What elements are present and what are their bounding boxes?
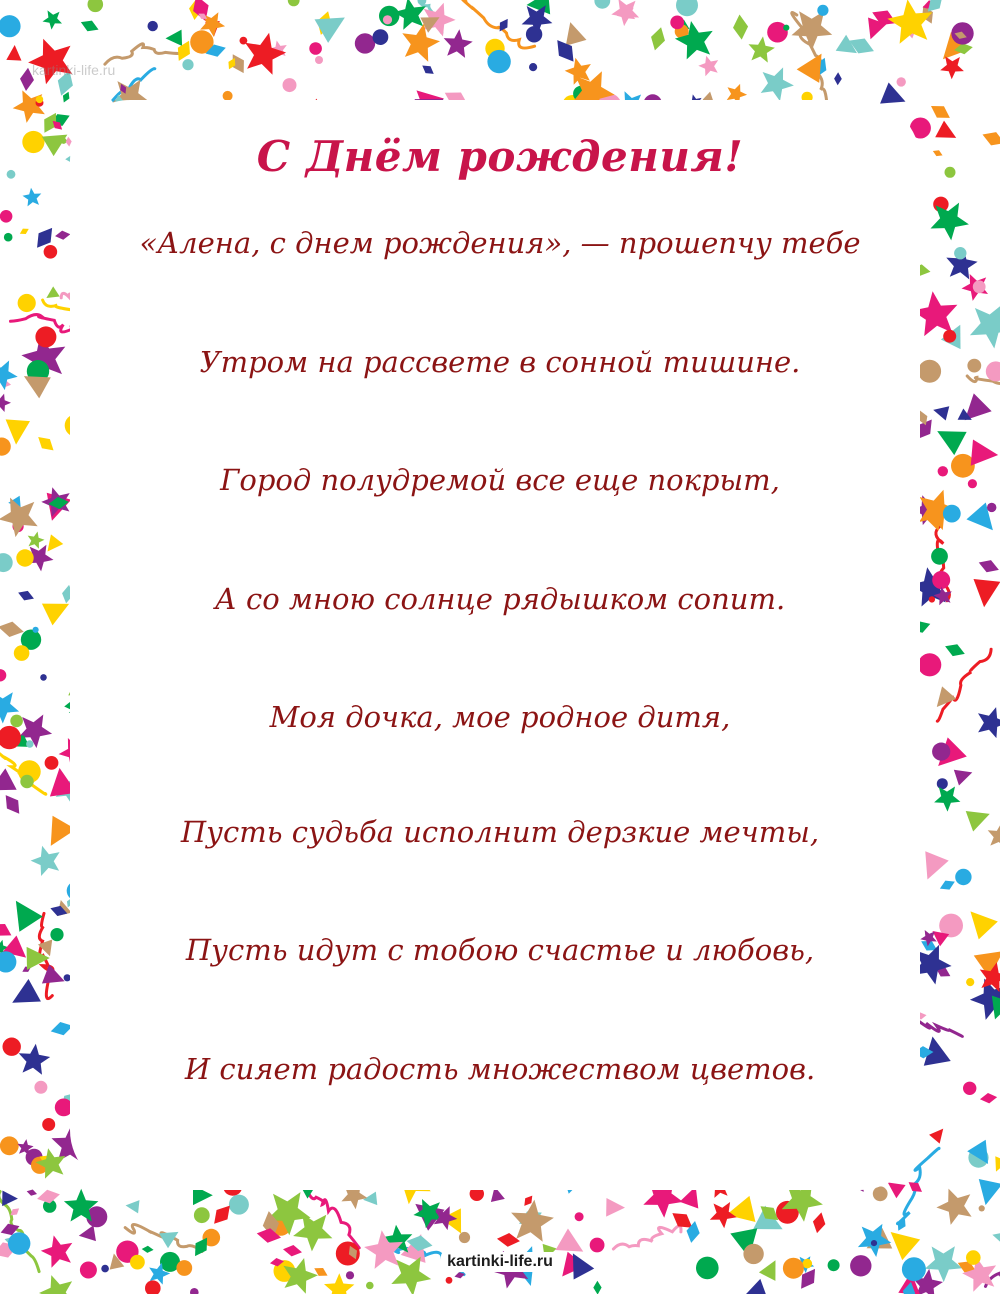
circle-confetti [0, 669, 6, 681]
circle-confetti [346, 1271, 354, 1279]
circle-confetti [871, 1240, 877, 1246]
circle-confetti [182, 59, 193, 70]
diamond-confetti [36, 1188, 61, 1206]
streamer [105, 44, 184, 64]
poem-line: Пусть идут с тобою счастье и любовь, [185, 933, 815, 967]
triangle-confetti [165, 30, 182, 47]
circle-confetti [973, 280, 986, 293]
triangle-confetti [954, 765, 975, 786]
circle-confetti [148, 21, 158, 31]
triangle-confetti [990, 1156, 1000, 1174]
diamond-confetti [811, 1211, 828, 1234]
circle-confetti [88, 0, 104, 12]
poem-line: Город полудремой все еще покрыт, [220, 463, 780, 497]
triangle-confetti [6, 979, 41, 1014]
poem-line: И сияет радость множеством цветов. [184, 1052, 816, 1086]
star-confetti [710, 1202, 737, 1228]
star-confetti [402, 24, 440, 62]
circle-confetti [817, 5, 828, 16]
star-confetti [934, 787, 960, 812]
circle-confetti [283, 78, 297, 92]
diamond-confetti [26, 1188, 38, 1197]
diamond-confetti [943, 640, 967, 659]
circle-confetti [14, 645, 30, 661]
circle-confetti [943, 505, 961, 523]
circle-confetti [575, 1212, 584, 1221]
triangle-confetti [78, 1225, 96, 1243]
triangle-confetti [560, 19, 587, 46]
star-confetti [611, 0, 639, 26]
circle-confetti [194, 1207, 210, 1223]
circle-confetti [18, 294, 36, 312]
star-confetti [444, 29, 473, 58]
triangle-confetti [43, 286, 60, 303]
diamond-confetti [496, 1232, 520, 1248]
triangle-confetti [931, 403, 949, 421]
triangle-confetti [956, 393, 992, 429]
circle-confetti [26, 740, 33, 747]
circle-confetti [918, 653, 941, 676]
circle-confetti [987, 503, 996, 512]
star-confetti [31, 846, 60, 876]
circle-confetti [897, 77, 906, 86]
circle-confetti [366, 1282, 374, 1290]
circle-confetti [931, 548, 948, 565]
star-confetti [39, 1275, 73, 1294]
triangle-confetti [362, 1192, 377, 1207]
triangle-confetti [916, 851, 949, 884]
circle-confetti [459, 1232, 470, 1243]
circle-confetti [0, 15, 21, 37]
circle-confetti [446, 1277, 453, 1284]
circle-confetti [190, 1288, 199, 1294]
footer-site-label: kartinki-life.ru [441, 1252, 559, 1272]
circle-confetti [0, 553, 13, 572]
watermark-top: kartinki-life.ru [32, 62, 116, 78]
star-confetti [749, 36, 775, 62]
circle-confetti [676, 0, 698, 16]
poem-line: Утром на рассвете в сонной тишине. [199, 345, 801, 379]
circle-confetti [873, 1186, 888, 1201]
triangle-confetti [6, 45, 22, 61]
poem-line: Пусть судьба исполнит дерзкие мечты, [180, 815, 820, 849]
circle-confetti [767, 22, 788, 43]
diamond-confetti [732, 14, 749, 40]
star-confetti [511, 1200, 554, 1242]
triangle-confetti [740, 1279, 767, 1294]
circle-confetti [979, 1205, 985, 1211]
triangle-confetti [929, 1124, 948, 1143]
diamond-confetti [979, 1092, 997, 1104]
circle-confetti [42, 1118, 55, 1131]
star-confetti [940, 56, 964, 79]
circle-confetti [45, 756, 59, 770]
star-confetti [0, 394, 11, 412]
circle-confetti [16, 549, 33, 566]
triangle-confetti [990, 1227, 1000, 1246]
footer-watermark [0, 1251, 1000, 1272]
triangle-confetti [315, 6, 352, 43]
circle-confetti [526, 26, 542, 42]
circle-confetti [670, 16, 684, 30]
triangle-confetti [0, 768, 17, 801]
star-confetti [28, 532, 45, 549]
circle-confetti [145, 1280, 161, 1294]
diamond-confetti [648, 25, 668, 52]
circle-confetti [40, 674, 47, 681]
circle-confetti [937, 778, 948, 789]
poem-line: А со мною солнце рядышком сопит. [214, 582, 786, 616]
triangle-confetti [2, 1190, 18, 1206]
diamond-confetti [79, 17, 101, 35]
triangle-confetti [125, 1199, 140, 1214]
circle-confetti [20, 775, 33, 788]
circle-confetti [955, 869, 971, 885]
triangle-confetti [4, 893, 43, 932]
circle-confetti [309, 42, 322, 55]
diamond-confetti [938, 877, 957, 893]
greeting-title: С Днём рождения! [256, 132, 744, 181]
circle-confetti [529, 63, 537, 71]
poem-line: «Алена, с днем рождения», — прошепчу тебе [139, 226, 861, 260]
circle-confetti [315, 56, 323, 64]
circle-confetti [0, 438, 11, 456]
circle-confetti [288, 0, 300, 6]
diamond-confetti [593, 1281, 602, 1294]
circle-confetti [783, 25, 789, 31]
diamond-confetti [34, 432, 57, 455]
star-confetti [970, 304, 1000, 348]
white-card [70, 100, 920, 1190]
triangle-confetti [931, 419, 967, 455]
circle-confetti [383, 15, 392, 24]
circle-confetti [33, 627, 39, 633]
circle-confetti [229, 1195, 249, 1215]
diamond-confetti [420, 62, 436, 77]
diamond-confetti [927, 100, 953, 123]
circle-confetti [487, 50, 510, 73]
triangle-confetti [974, 1179, 1000, 1208]
star-confetti [43, 10, 63, 29]
star-confetti [23, 188, 42, 207]
star-confetti [792, 11, 833, 50]
poem-line: Моя дочка, мое родное дитя, [269, 700, 731, 734]
triangle-confetti [606, 1198, 625, 1217]
diamond-confetti [834, 72, 842, 85]
diamond-confetti [977, 557, 1000, 576]
circle-confetti [943, 330, 956, 343]
circle-confetti [932, 743, 950, 761]
star-confetti [936, 1189, 971, 1225]
circle-confetti [0, 210, 12, 223]
circle-confetti [594, 0, 610, 9]
streamer [613, 1226, 681, 1249]
circle-confetti [36, 96, 43, 103]
circle-confetti [0, 1136, 19, 1155]
diamond-confetti [0, 791, 25, 818]
circle-confetti [966, 978, 974, 986]
star-confetti [761, 67, 794, 101]
circle-confetti [355, 33, 375, 53]
circle-confetti [373, 29, 389, 45]
star-confetti [245, 33, 286, 75]
star-confetti [698, 56, 718, 77]
